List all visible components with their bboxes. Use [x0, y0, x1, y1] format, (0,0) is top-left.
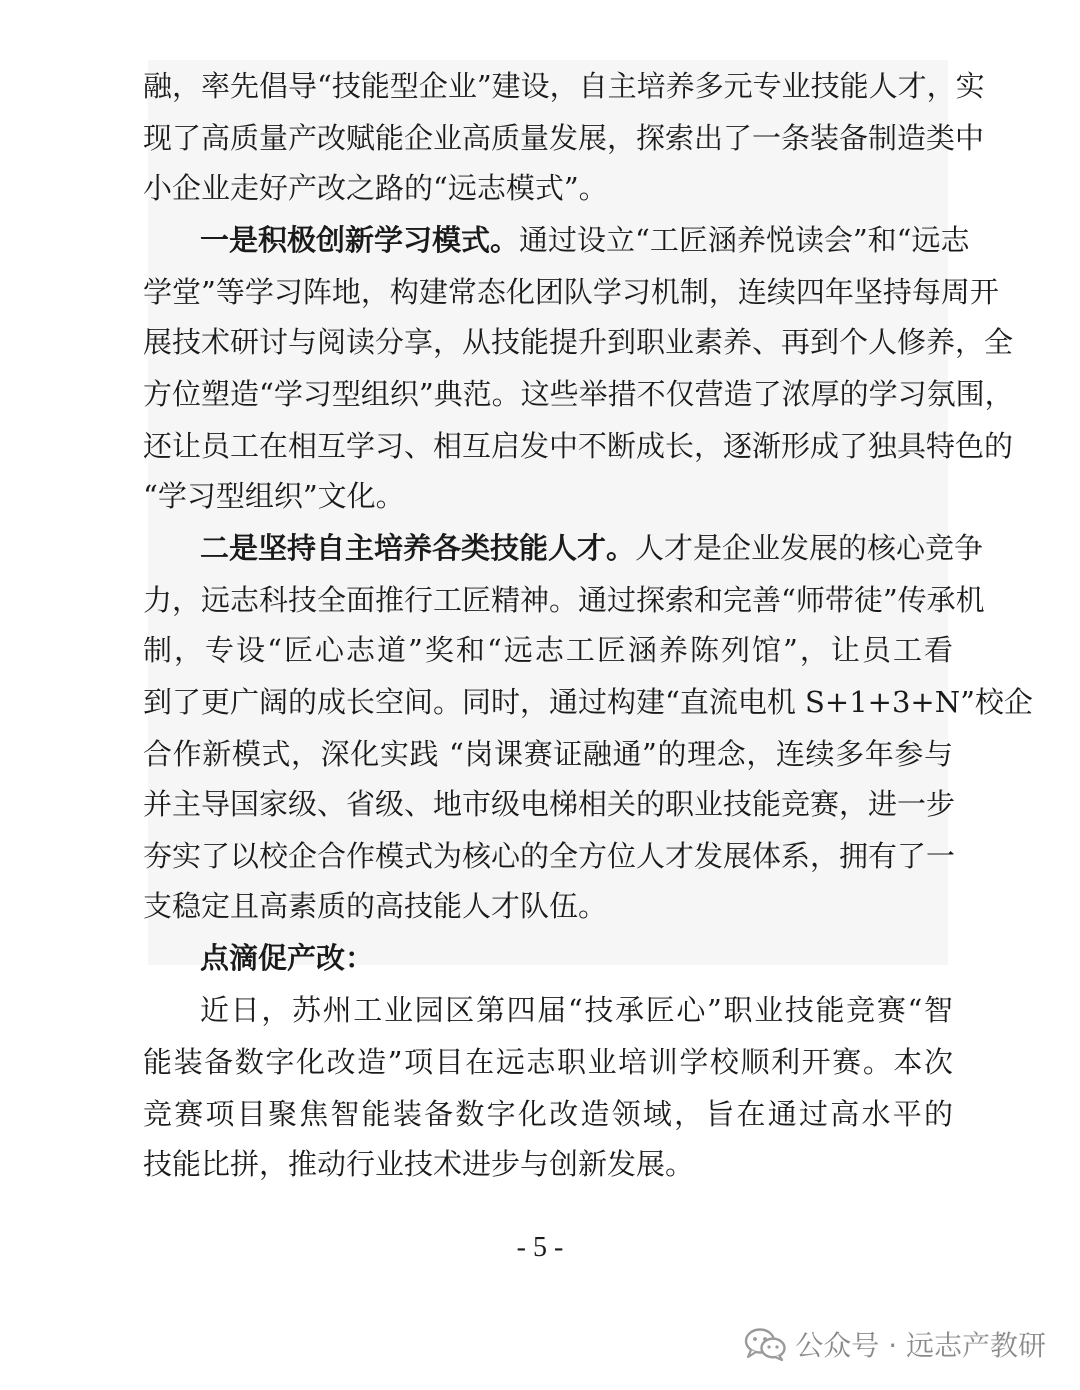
- text-line: 制，专设“匠心志道”奖和“远志工匠涵养陈列馆”，让员工看: [143, 633, 953, 667]
- text-line: 小企业走好产改之路的“远志模式”。: [143, 171, 608, 205]
- page-number: - 5 -: [516, 1232, 564, 1263]
- text-line: 还让员工在相互学习、相互启发中不断成长，逐渐形成了独具特色的: [143, 429, 1014, 463]
- text-line: [200, 211, 970, 269]
- text-line: 展技术研讨与阅读分享，从技能提升到职业素养、再到个人修养，全: [143, 325, 1014, 359]
- text-line: 技能比拼，推动行业技术进步与创新发展。: [143, 1147, 695, 1181]
- watermark-text: 公众号 · 远志产教研: [795, 1329, 1046, 1362]
- text-line: 现了高质量产改赋能企业高质量发展，探索出了一条装备制造类中: [143, 121, 985, 155]
- text-line: 方位塑造“学习型组织”典范。这些举措不仅营造了浓厚的学习氛围，: [143, 377, 1014, 411]
- wechat-icon: [743, 1326, 787, 1362]
- text-line: [200, 929, 953, 987]
- text-span: 通过设立“工匠涵养悦读会”和“远志: [519, 223, 970, 257]
- section-heading: 一是积极创新学习模式。: [200, 223, 520, 257]
- text-line: 融，率先倡导“技能型企业”建设，自主培养多元专业技能人才，实: [143, 69, 985, 103]
- text-line: 力，远志科技全面推行工匠精神。通过探索和完善“师带徒”传承机: [143, 583, 985, 617]
- text-line: 并主导国家级、省级、地市级电梯相关的职业技能竞赛，进一步: [143, 787, 956, 821]
- text-span: 人才是企业发展的核心竞争: [635, 531, 984, 565]
- watermark: [743, 1322, 1046, 1366]
- section-heading: 点滴促产改：: [200, 941, 375, 975]
- text-line: 近日，苏州工业园区第四届“技承匠心”职业技能竞赛“智: [200, 993, 953, 1027]
- text-line: 合作新模式，深化实践 “岗课赛证融通”的理念，连续多年参与: [143, 737, 953, 771]
- text-line: 竞赛项目聚焦智能装备数字化改造领域，旨在通过高水平的: [143, 1097, 953, 1131]
- text-line: 夯实了以校企合作模式为核心的全方位人才发展体系，拥有了一: [143, 839, 956, 873]
- section-heading: 二是坚持自主培养各类技能人才。: [200, 531, 636, 565]
- text-line: 能装备数字化改造”项目在远志职业培训学校顺利开赛。本次: [143, 1045, 953, 1079]
- text-line: [200, 519, 984, 577]
- text-line: 支稳定且高素质的高技能人才队伍。: [143, 889, 608, 923]
- text-line: 学堂”等学习阵地，构建常态化团队学习机制，连续四年坚持每周开: [143, 275, 999, 309]
- text-line: 到了更广阔的成长空间。同时，通过构建“直流电机 S+1+3+N”校企: [143, 685, 1033, 719]
- text-line: “学习型组织”文化。: [143, 479, 405, 513]
